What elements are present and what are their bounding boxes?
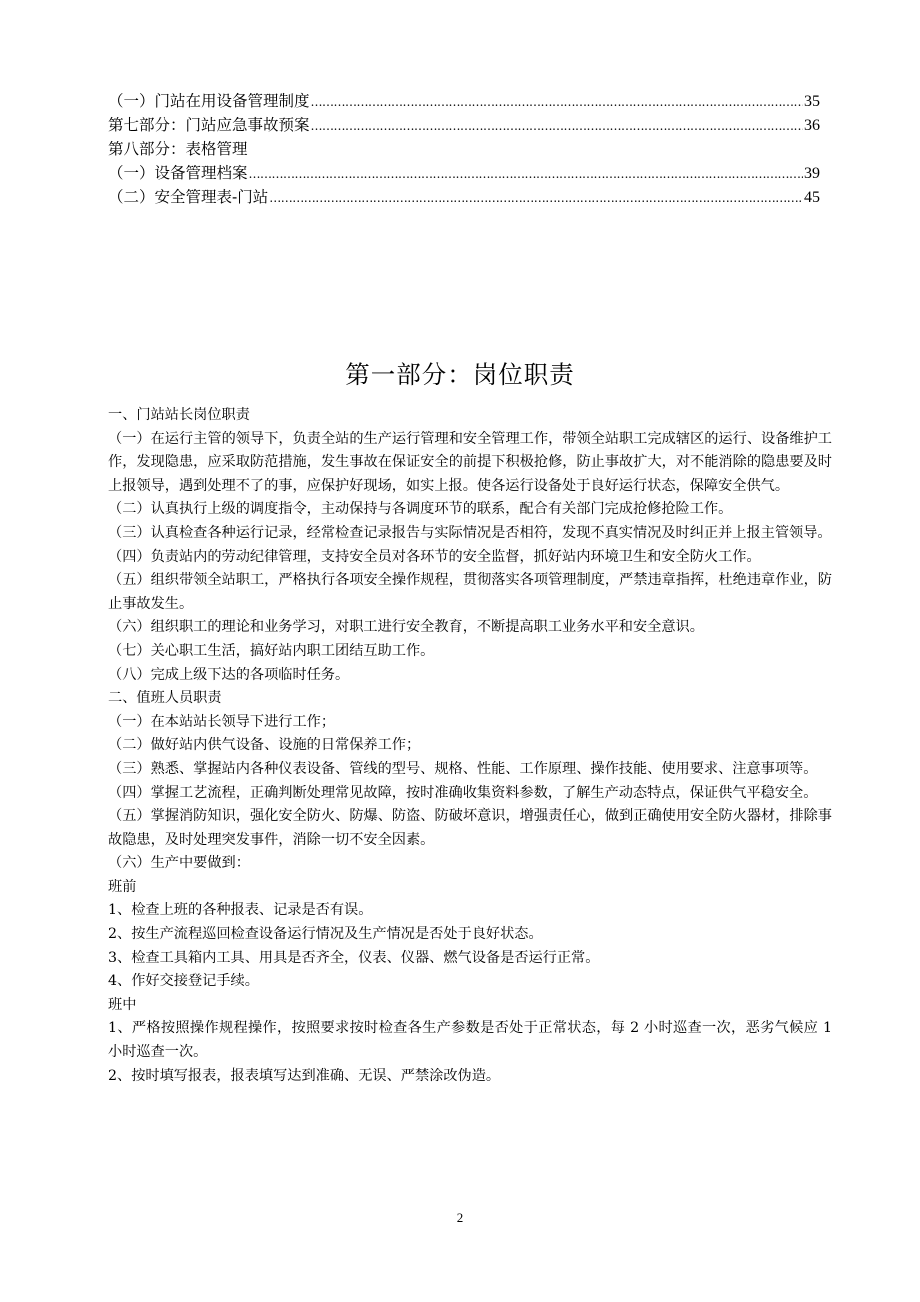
paragraph: （三）熟悉、掌握站内各种仪表设备、管线的型号、规格、性能、工作原理、操作技能、使用要求、注意事项等。 <box>108 760 818 777</box>
paragraph: 2、按生产流程巡回检查设备运行情况及生产情况是否处于良好状态。 <box>108 926 543 943</box>
paragraph: （五）组织带领全站职工，严格执行各项安全操作规程，贯彻落实各项管理制度，严禁违章指挥，杜绝违章作业，防止事故发生。 <box>108 572 832 612</box>
paragraph: （二）认真执行上级的调度指令，主动保持与各调度环节的联系，配合有关部门完成抢修抢险工作。 <box>108 501 733 518</box>
toc-leader-dots <box>311 95 803 109</box>
toc-leader-dots <box>311 119 803 133</box>
paragraph: （二）做好站内供气设备、设施的日常保养工作； <box>108 737 421 754</box>
paragraph: 班中 <box>108 996 137 1013</box>
toc-entry-page: 35 <box>804 93 820 110</box>
table-of-contents <box>108 89 820 209</box>
paragraph: （六）组织职工的理论和业务学习，对职工进行安全教育，不断提高职工业务水平和安全意识。 <box>108 619 704 636</box>
toc-entry <box>108 161 820 185</box>
paragraph: （六）生产中要做到： <box>108 855 250 872</box>
toc-entry <box>108 113 820 137</box>
toc-entry-page: 45 <box>804 189 820 206</box>
toc-entry-title: （二）安全管理表-门站 <box>108 188 269 206</box>
toc-entry <box>108 185 820 209</box>
toc-entry-title: 第八部分：表格管理 <box>108 140 248 158</box>
toc-entry <box>108 137 820 161</box>
paragraph: （五）掌握消防知识，强化安全防火、防爆、防盗、防破坏意识，增强责任心，做到正确使用安全防火器材，排除事故隐患，及时处理突发事件，消除一切不安全因素。 <box>108 808 832 848</box>
paragraph: 一、门站站长岗位职责 <box>108 407 250 423</box>
toc-entry <box>108 89 820 113</box>
paragraph: （四）负责站内的劳动纪律管理，支持安全员对各环节的安全监督，抓好站内环境卫生和安全防火工作。 <box>108 548 761 565</box>
paragraph: （七）关心职工生活，搞好站内职工团结互助工作。 <box>108 642 435 659</box>
paragraph: （三）认真检查各种运行记录，经常检查记录报告与实际情况是否相符，发现不真实情况及时纠正并上报主管领导。 <box>108 524 832 541</box>
paragraph: （一）在运行主管的领导下，负责全站的生产运行管理和安全管理工作，带领全站职工完成辖区的运行、设备维护工作，发现隐患，应采取防范措施，发生事故在保证安全的前提下积极抢修，防止事故扩大，对不能消除的隐患要及时上报领导，遇到处理不了的事，应保护好现场，如实上报。使各运行设备处于良好运行状态，保障安全供气。 <box>108 430 832 494</box>
paragraph: （四）掌握工艺流程，正确判断处理常见故障，按时准确收集资料参数，了解生产动态特点，保证供气平稳安全。 <box>108 784 818 801</box>
toc-entry-title: （一）门站在用设备管理制度 <box>108 92 310 110</box>
section-heading: 第一部分：岗位职责 <box>345 360 575 389</box>
paragraph: （八）完成上级下达的各项临时任务。 <box>108 666 350 683</box>
paragraph: （一）在本站站长领导下进行工作； <box>108 713 336 730</box>
toc-entry-title: 第七部分：门站应急事故预案 <box>108 116 310 134</box>
paragraph: 1、严格按照操作规程操作，按照要求按时检查各生产参数是否处于正常状态，每 2 小时巡查一次，恶劣气候应 1 小时巡查一次。 <box>108 1020 832 1061</box>
toc-leader-dots <box>249 167 803 181</box>
paragraph: 2、按时填写报表，报表填写达到准确、无误、严禁涂改伪造。 <box>108 1067 501 1084</box>
toc-entry-page: 36 <box>804 117 820 134</box>
page-number: 2 <box>456 1210 464 1225</box>
document-body <box>108 404 832 1088</box>
paragraph: 3、检查工具箱内工具、用具是否齐全，仪表、仪器、燃气设备是否运行正常。 <box>108 949 600 966</box>
toc-entry-title: （一）设备管理档案 <box>108 164 248 182</box>
paragraph: 班前 <box>108 878 137 895</box>
paragraph: 1、检查上班的各种报表、记录是否有误。 <box>108 902 373 919</box>
toc-entry-page: 39 <box>804 165 820 182</box>
paragraph: 4、作好交接登记手续。 <box>108 973 259 990</box>
paragraph: 二、值班人员职责 <box>108 690 222 707</box>
toc-leader-dots <box>269 191 803 205</box>
